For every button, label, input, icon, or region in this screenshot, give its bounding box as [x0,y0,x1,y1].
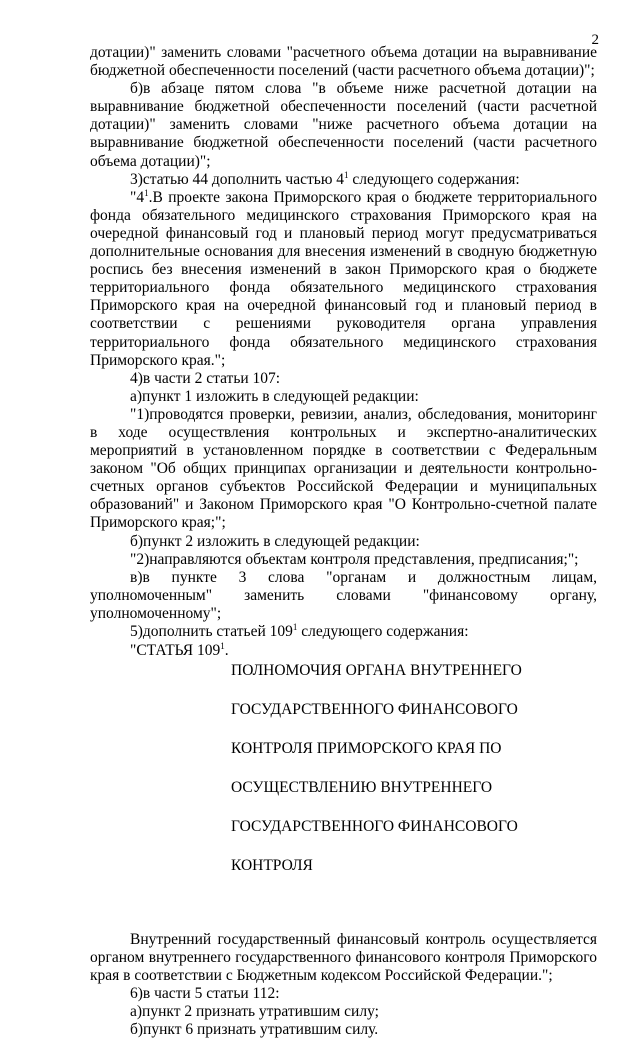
spacer [90,895,597,913]
page-number: 2 [591,32,599,48]
paragraph-continuation: дотации)" заменить словами "расчетного объема дотации на выравнивание бюджетной обеспеченности поселений (части расчетного объема дотации)"; [90,44,597,80]
article-heading [90,641,597,895]
article-title [90,641,597,895]
paragraph-text: 3)статью 44 дополнить частью 4 [130,170,345,188]
article-prefix-text: "СТАТЬЯ 109 [130,642,221,660]
superscript: 1 [220,641,225,652]
article-title-line: ГОСУДАРСТВЕННОГО ФИНАНСОВОГО [231,700,518,718]
article-title-line: ГОСУДАРСТВЕННОГО ФИНАНСОВОГО [231,817,518,835]
paragraph-point-2: "2)направляются объектам контроля представления, предписания;"; [130,550,579,568]
article-title-line: КОНТРОЛЯ [231,856,313,874]
paragraph-text: 5)дополнить статьей 109 [130,623,293,640]
superscript: 1 [292,622,298,632]
superscript: 1 [144,187,149,198]
article-title-line: ОСУЩЕСТВЛЕНИЮ ВНУТРЕННЕГО [231,778,493,796]
document-body [90,44,597,1039]
paragraph-item-a-2: а)пункт 2 признать утратившим силу; [130,1002,379,1020]
article-title-line: КОНТРОЛЯ ПРИМОРСКОГО КРАЯ ПО [231,739,502,757]
article-number [130,641,229,661]
paragraph-item-b: б)в абзаце пятом слова "в объеме ниже расчетной дотации на выравнивание бюджетной обеспеченности поселений (части расчетной дотации)" заменить словами "ниже расчетного объема дотации на выравнивание бюджетной обеспеченности поселений (части расчетного объема дотации)"; [90,80,597,170]
superscript: 1 [344,169,349,180]
spacer [90,913,597,931]
paragraph-text: .В проекте закона Приморского края о бюджете территориального фонда обязательного медицинского страхования Приморского края на очередной финансовый год и плановый период могут предусматриваться дополнительные основания для внесения изменений в сводную бюджетную роспись без внесения изменений в закон Приморского края о бюджете территориального фонда обязательного медицинского страхования Приморского края на очередной финансовый год и плановый период в соответствии с решениями руководителя органа управления территориального фонда обязательного медицинского страхования Приморского края."; [90,188,597,369]
paragraph-item-b-2: б)пункт 2 изложить в следующей редакции: [130,532,420,550]
paragraph-text: "4 [130,188,145,206]
paragraph-text: следующего содержания: [297,623,469,640]
paragraph-item-4: 4)в части 2 статьи 107: [130,369,281,387]
article-prefix-dot: . [224,642,229,660]
article-title-line: ПОЛНОМОЧИЯ ОРГАНА ВНУТРЕННЕГО [231,661,522,679]
paragraph-article-body: Внутренний государственный финансовый контроль осуществляется органом внутреннего государственного финансового контроля Приморского края в соответствии с Бюджетным кодексом Российской Федерации."; [90,930,597,984]
paragraph-item-b-3: б)пункт 6 признать утратившим силу. [130,1021,379,1039]
paragraph-point-1: "1)проводятся проверки, ревизии, анализ, обследования, мониторинг в ходе осуществления контрольных и экспертно-аналитических мероприятий в установленном порядке в соответствии с Федеральным законом "Об общих принципах организации и деятельности контрольно-счетных органов субъектов Российской Федерации и муниципальных образований" и Законом Приморского края "О Контрольно-счетной палате Приморского края;"; [90,405,597,532]
paragraph-item-5 [90,623,597,641]
paragraph-text: следующего содержания: [348,170,520,188]
paragraph-part-4-1 [90,189,597,370]
paragraph-item-3 [90,171,597,189]
paragraph-item-v: в)в пункте 3 слова "органам и должностным лицам, уполномоченным" заменить словами "финансовому органу, уполномоченному"; [90,568,597,622]
paragraph-item-a: а)пункт 1 изложить в следующей редакции: [130,387,419,405]
paragraph-item-6: 6)в части 5 статьи 112: [130,984,280,1002]
